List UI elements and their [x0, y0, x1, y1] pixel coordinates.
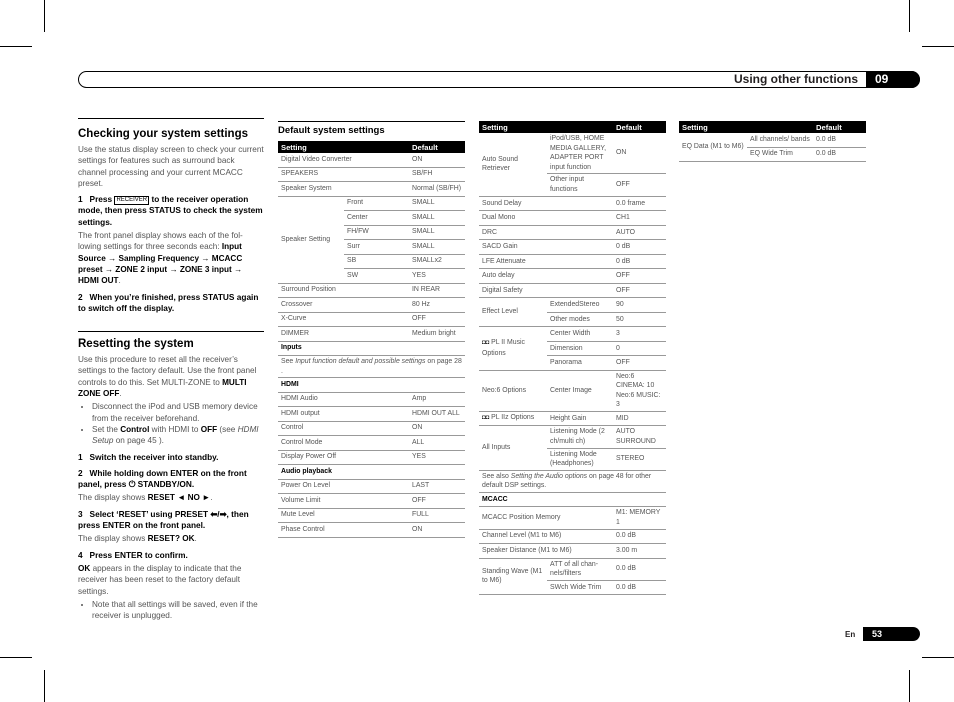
default-cell: LAST — [409, 479, 465, 494]
setting-cell: Control — [278, 421, 409, 436]
default-cell: Normal (SB/FH) — [409, 182, 465, 197]
default-cell: ON — [409, 153, 465, 167]
default-cell: Medium bright — [409, 327, 465, 342]
note-cell — [278, 356, 465, 378]
reset-step-2 — [78, 468, 264, 491]
table-row — [278, 407, 465, 422]
text-column — [78, 118, 264, 621]
default-cell: IN REAR — [409, 283, 465, 298]
step-1 — [78, 194, 264, 228]
table-row — [479, 370, 666, 411]
step-text: When you’re finished, press STATUS again to switch off the display. — [78, 291, 259, 313]
group-label: PL II Music Options — [482, 339, 525, 357]
default-cell: SMALL — [409, 240, 465, 255]
setting-cell: Speaker System — [278, 182, 409, 197]
default-cell: ON — [409, 523, 465, 538]
setting-cell: HDMI output — [278, 407, 409, 422]
cross-reference-link[interactable]: Input function default and possible settings — [295, 358, 426, 365]
setting-group-cell: EQ Data (M1 to M6) — [679, 133, 747, 162]
default-cell: SMALL — [409, 211, 465, 226]
setting-cell: DIMMER — [278, 327, 409, 342]
table-row — [479, 507, 666, 529]
sub-setting-cell: Panorama — [547, 356, 613, 371]
table-section-row — [479, 492, 666, 507]
sub-setting-cell: SWch Wide Trim — [547, 580, 613, 595]
default-cell: 0.0 dB — [613, 529, 666, 544]
crop-mark — [909, 670, 910, 702]
default-cell: STEREO — [613, 448, 666, 470]
sub-setting-cell: SB — [344, 254, 409, 269]
setting-cell: Crossover — [278, 298, 409, 313]
step-text: Press — [89, 194, 113, 205]
setting-group-cell: Neo:6 Options — [479, 370, 547, 411]
sub-setting-cell: Listening Mode (2 ch/multi ch) — [547, 426, 613, 448]
note-text: on page 48 for other default DSP settings. — [482, 472, 652, 490]
table-row — [479, 544, 666, 559]
default-cell: M1: MEMORY 1 — [613, 507, 666, 529]
table-row — [278, 283, 465, 298]
table-row — [479, 196, 666, 211]
note-cell — [479, 470, 666, 492]
table-header-row — [278, 141, 465, 153]
default-cell: CH1 — [613, 211, 666, 226]
bullet-text: Set the — [92, 424, 118, 434]
column-header-default: Default — [813, 121, 866, 133]
default-cell: AUTO SURROUND — [613, 426, 666, 448]
sub-setting-cell: Front — [344, 196, 409, 211]
sub-setting-cell: Center — [344, 211, 409, 226]
column-header-default: Default — [409, 141, 465, 153]
default-cell: 3 — [613, 327, 666, 342]
table-row — [479, 133, 666, 174]
sub-setting-cell: EQ Wide Trim — [747, 147, 813, 162]
bullet-item — [92, 424, 264, 447]
setting-cell: MCACC Position Memory — [479, 507, 613, 529]
table-row — [278, 494, 465, 509]
setting-cell: Volume Limit — [278, 494, 409, 509]
setting-cell: Auto delay — [479, 269, 613, 284]
setting-group-cell: Standing Wave (M1 to M6) — [479, 558, 547, 595]
section-rule — [278, 121, 465, 122]
table-row — [479, 240, 666, 255]
cross-reference-link[interactable]: HDMI Setup — [92, 424, 259, 446]
table-row — [278, 312, 465, 327]
default-cell: OFF — [613, 174, 666, 196]
settings-table — [679, 121, 866, 162]
chapter-number: 09 — [866, 71, 920, 88]
step-body-text: The display shows — [78, 534, 146, 544]
table-row — [278, 450, 465, 465]
step-number: 4 — [78, 549, 83, 560]
table-section-row — [278, 465, 465, 480]
table-note-row — [479, 470, 666, 492]
column-header-default: Default — [613, 121, 666, 133]
display-text: RESET? OK — [147, 534, 195, 544]
sub-setting-cell: Surr — [344, 240, 409, 255]
default-cell: AUTO — [613, 225, 666, 240]
default-cell: YES — [409, 450, 465, 465]
step-number: 3 — [78, 508, 83, 519]
step-body: The display shows RESET? OK. — [78, 534, 197, 544]
default-cell: 0 — [613, 341, 666, 356]
display-text: RESET ◄ NO ► — [147, 493, 211, 503]
table-row — [278, 392, 465, 407]
table-row — [479, 254, 666, 269]
default-cell: OFF — [409, 312, 465, 327]
note-text: on page 28 . — [281, 358, 462, 375]
default-cell: 50 — [613, 312, 666, 327]
section-title-checking: Checking your system settings — [78, 128, 248, 140]
table-row — [278, 436, 465, 451]
bullet-text: (see — [219, 424, 236, 434]
sub-setting-cell: SW — [344, 269, 409, 284]
sub-setting-cell: FH/FW — [344, 225, 409, 240]
settings-table — [479, 121, 666, 595]
table-row — [278, 196, 465, 211]
default-settings-table — [278, 121, 465, 538]
bullet-emphasis: OFF — [200, 424, 218, 434]
setting-cell: Speaker Distance (M1 to M6) — [479, 544, 613, 559]
default-cell: SB/FH — [409, 167, 465, 182]
table-row — [278, 508, 465, 523]
table-row — [278, 167, 465, 182]
crop-mark — [44, 670, 45, 702]
setting-group-cell: Auto Sound Retriever — [479, 133, 547, 196]
setting-group-cell: All Inputs — [479, 426, 547, 470]
step-2 — [78, 292, 264, 315]
table-section-row — [278, 378, 465, 393]
crop-mark — [922, 657, 954, 658]
sub-setting-cell: iPod/USB, HOME MEDIA GALLERY, ADAPTER PORT input function — [547, 133, 613, 174]
column-header-setting: Setting — [679, 121, 813, 133]
table-section-row — [278, 341, 465, 356]
default-cell: 0.0 dB — [813, 147, 866, 162]
setting-cell: SPEAKERS — [278, 167, 409, 182]
section-intro: Use the status display screen to check your current settings for features such as surround back channel processing and your current MCACC preset. — [78, 145, 264, 188]
step-text: Switch the receiver into standby. — [89, 451, 219, 462]
eq-settings-table — [679, 121, 866, 162]
group-label: PL IIz Options — [491, 414, 535, 422]
default-cell: MID — [613, 411, 666, 426]
note-text: See also — [482, 472, 509, 480]
default-cell: Neo:6 CINEMA: 10 Neo:6 MUSIC: 3 — [613, 370, 666, 411]
intro-emphasis: MULTI ZONE OFF — [78, 377, 247, 399]
setting-group-cell — [479, 411, 547, 426]
table-header-row — [479, 121, 666, 133]
default-cell: 90 — [613, 298, 666, 313]
crop-mark — [922, 46, 954, 47]
setting-cell: X-Curve — [278, 312, 409, 327]
setting-group-cell — [479, 327, 547, 371]
sub-setting-cell: All channels/ bands — [747, 133, 813, 147]
receiver-button-icon: RECEIVER — [116, 196, 148, 203]
step-text: Select ‘RESET’ using PRESET ⬅/➡, then press ENTER on the front panel. — [78, 508, 249, 531]
column-header-setting: Setting — [278, 141, 409, 153]
step-body-text: appears in the display to indicate that the receiver has been reset to the factory default settings. — [78, 563, 242, 596]
setting-cell: Phase Control — [278, 523, 409, 538]
table-row — [278, 153, 465, 167]
setting-cell: Display Power Off — [278, 450, 409, 465]
default-cell: 0 dB — [613, 254, 666, 269]
bullet-list — [78, 599, 264, 622]
step-number: 1 — [78, 451, 83, 462]
column-header-setting: Setting — [479, 121, 613, 133]
default-cell: 0 dB — [613, 240, 666, 255]
setting-cell: Channel Level (M1 to M6) — [479, 529, 613, 544]
section-intro: Use this procedure to reset all the receiver’s settings to the factory default. Use the front panel controls to do this. Set MULTI-ZONE to MULTI ZONE OFF. — [78, 355, 257, 399]
table-row — [479, 327, 666, 342]
sub-setting-cell: ExtendedStereo — [547, 298, 613, 313]
table-row — [479, 283, 666, 298]
language-label: En — [845, 630, 856, 639]
reset-step-4 — [78, 550, 264, 561]
bullet-item: • Note that all settings will be saved, even if the receiver is unplugged. — [92, 599, 264, 622]
reset-step-1 — [78, 452, 264, 463]
section-title-resetting: Resetting the system — [78, 338, 194, 351]
sub-setting-cell: Height Gain — [547, 411, 613, 426]
table-row — [479, 529, 666, 544]
crop-mark — [909, 0, 910, 32]
default-cell: SMALL — [409, 225, 465, 240]
intro-text: Use this procedure to reset all the receiver’s settings to the factory default. Use the front panel controls to do this. Set MULTI-ZONE to — [78, 355, 257, 387]
step-body: The front panel display shows each of the fol-lowing settings for three seconds each: Input Source → Sampling Frequency → MCACC preset → ZONE 2 input → ZONE 3 input → HDMI OUT. — [78, 231, 243, 286]
table-row — [278, 421, 465, 436]
step-body-text: The display shows — [78, 493, 146, 503]
default-cell: 0.0 dB — [613, 558, 666, 580]
step-body: The display shows RESET ◄ NO ►. — [78, 493, 213, 503]
step-number: 1 — [78, 194, 83, 205]
bullet-item: • Disconnect the iPod and USB memory device from the receiver beforehand. — [92, 401, 264, 424]
step-body — [78, 563, 264, 597]
table-row — [479, 426, 666, 448]
default-cell: YES — [409, 269, 465, 284]
default-cell: SMALLx2 — [409, 254, 465, 269]
setting-cell: Dual Mono — [479, 211, 613, 226]
section-cell: Audio playback — [278, 465, 465, 480]
section-cell: HDMI — [278, 378, 465, 393]
step-number: 2 — [78, 467, 83, 478]
step-text: to the receiver operation mode, then press STATUS to check the system settings. — [78, 194, 263, 227]
step-number: 2 — [78, 291, 83, 302]
dolby-icon: ◘◘ — [482, 340, 490, 347]
default-cell: HDMI OUT ALL — [409, 407, 465, 422]
table-row — [479, 211, 666, 226]
setting-cell: Surround Position — [278, 283, 409, 298]
setting-cell: HDMI Audio — [278, 392, 409, 407]
table-row — [278, 298, 465, 313]
setting-cell: Power On Level — [278, 479, 409, 494]
section-cell: Inputs — [278, 341, 465, 356]
sub-setting-cell: Dimension — [547, 341, 613, 356]
bullet-list — [78, 401, 264, 446]
default-cell: ON — [613, 133, 666, 174]
setting-cell: SACD Gain — [479, 240, 613, 255]
chapter-title: Using other functions — [734, 72, 858, 86]
default-cell: Amp — [409, 392, 465, 407]
default-cell: ALL — [409, 436, 465, 451]
step-body-text: The front panel display shows each of the fol-lowing settings for three seconds each: — [78, 231, 243, 252]
table-row — [479, 298, 666, 313]
display-text: OK — [78, 563, 91, 573]
section-cell: MCACC — [479, 492, 666, 507]
setting-cell: Mute Level — [278, 508, 409, 523]
crop-mark — [0, 46, 32, 47]
table-row — [278, 182, 465, 197]
step-text: While holding down ENTER on the front panel, press ⏻ STANDBY/ON. — [78, 467, 247, 490]
crop-mark — [0, 657, 32, 658]
cross-reference-link[interactable]: Setting the Audio options — [510, 472, 588, 480]
default-cell: OFF — [409, 494, 465, 509]
setting-cell: LFE Attenuate — [479, 254, 613, 269]
default-cell: 3.00 m — [613, 544, 666, 559]
dsp-settings-table — [479, 121, 666, 595]
default-cell: 0.0 dB — [613, 580, 666, 595]
table-row — [278, 479, 465, 494]
table-row — [479, 225, 666, 240]
sub-setting-cell: Other input functions — [547, 174, 613, 196]
default-cell: SMALL — [409, 196, 465, 211]
sub-setting-cell: ATT of all chan-nels/filters — [547, 558, 613, 580]
bullet-emphasis: Control — [120, 424, 150, 434]
table-row — [278, 327, 465, 342]
section-rule — [78, 331, 264, 332]
sub-setting-cell: Center Width — [547, 327, 613, 342]
setting-cell: DRC — [479, 225, 613, 240]
setting-group-cell: Effect Level — [479, 298, 547, 327]
table-row — [679, 133, 866, 147]
default-cell: OFF — [613, 356, 666, 371]
table-header-row — [679, 121, 866, 133]
setting-cell: Control Mode — [278, 436, 409, 451]
dolby-icon: ◘◘ — [482, 415, 490, 422]
table-row — [479, 558, 666, 580]
default-cell: FULL — [409, 508, 465, 523]
sub-setting-cell: Listening Mode (Headphones) — [547, 448, 613, 470]
default-cell: OFF — [613, 283, 666, 298]
table-note-row — [278, 356, 465, 378]
page-number: 53 — [863, 627, 920, 641]
step-text: Press ENTER to confirm. — [89, 549, 188, 560]
reset-step-3 — [78, 509, 264, 532]
section-rule — [78, 118, 264, 119]
bullet-text: with HDMI to — [151, 424, 199, 434]
crop-mark — [44, 0, 45, 32]
display-sequence: Input Source → Sampling Frequency → MCACC preset → ZONE 2 input → ZONE 3 input → HDMI OUT — [78, 242, 243, 286]
sub-setting-cell: Other modes — [547, 312, 613, 327]
setting-cell: Digital Safety — [479, 283, 613, 298]
setting-cell: Sound Delay — [479, 196, 613, 211]
default-cell: 0.0 frame — [613, 196, 666, 211]
setting-cell: Digital Video Converter — [278, 153, 409, 167]
table-row — [278, 523, 465, 538]
default-cell: OFF — [613, 269, 666, 284]
default-cell: 0.0 dB — [813, 133, 866, 147]
table-heading: Default system settings — [278, 125, 385, 136]
setting-group-cell: Speaker Setting — [278, 196, 344, 283]
table-row — [479, 411, 666, 426]
settings-table — [278, 141, 465, 538]
sub-setting-cell: Center Image — [547, 370, 613, 411]
default-cell: ON — [409, 421, 465, 436]
table-row — [479, 269, 666, 284]
default-cell: 80 Hz — [409, 298, 465, 313]
bullet-text: on page 45 ). — [115, 436, 164, 446]
note-text: See — [281, 358, 294, 365]
